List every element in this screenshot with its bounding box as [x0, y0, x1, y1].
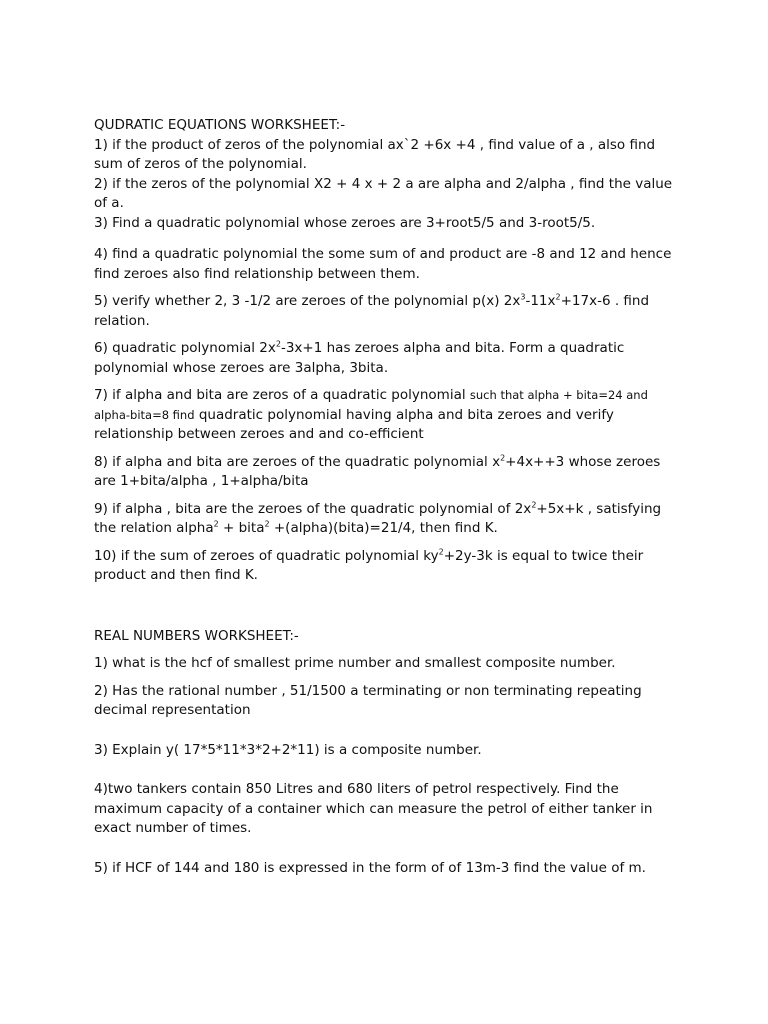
real-numbers-heading: REAL NUMBERS WORKSHEET:- [94, 627, 299, 644]
q10-text-b: +2y-3k is equal to twice their product and then find K. [94, 547, 644, 583]
q9-text-d: +(alpha)(bita)=21/4, then find K. [269, 520, 498, 536]
q9-text-b: +5x+k , satisfying the relation alpha [94, 500, 662, 536]
real-question-3: 3) Explain y( 17*5*11*3*2+2*11) is a composite number. [94, 741, 482, 758]
real-numbers-section [94, 627, 684, 879]
q10-text-a: 10) if the sum of zeroes of quadratic polynomial ky [94, 547, 439, 564]
quadratic-question-8 [94, 453, 684, 492]
q7-text-a: 7) if alpha and bita are zeros of a quadratic polynomial [94, 387, 470, 403]
quadratic-question-2: 2) if the zeros of the polynomial X2 + 4 x + 2 a are alpha and 2/alpha , find the value of a. [94, 175, 673, 211]
quadratic-question-7 [94, 386, 684, 445]
document-content [94, 116, 684, 878]
q7-text-b: quadratic polynomial having alpha and bita zeroes and verify relationship between zeroes and and co-efficient [94, 406, 614, 442]
real-question-1: 1) what is the hcf of smallest prime number and smallest composite number. [94, 655, 616, 671]
q5-text-c: +17x-6 . find relation. [94, 293, 650, 329]
real-question-4: 4)two tankers contain 850 Litres and 680 liters of petrol respectively. Find the maximum capacity of a container which can measure the petrol of either tanker in exact number of times. [94, 781, 653, 836]
quadratic-question-4: 4) find a quadratic polynomial the some sum of and product are -8 and 12 and hence find zeroes also find relationship between them. [94, 246, 672, 282]
quadratic-question-6 [94, 339, 684, 378]
quadratic-question-10 [94, 547, 684, 586]
quadratic-section [94, 116, 684, 586]
q9-exponent-2: 2 [213, 519, 219, 529]
q6-text-b: -3x+1 has zeroes alpha and bita. Form a quadratic polynomial whose zeroes are 3alpha, 3bita. [94, 340, 625, 376]
quadratic-question-5 [94, 292, 684, 331]
quadratic-heading: QUDRATIC EQUATIONS WORKSHEET:- [94, 117, 346, 133]
q7-small-text: such that alpha + bita=24 and alpha-bita=8 find [94, 388, 648, 422]
q8-text-a: 8) if alpha and bita are zeroes of the quadratic polynomial x [94, 453, 501, 470]
q5-exponent-2: 2 [555, 292, 561, 302]
quadratic-question-1: 1) if the product of zeros of the polynomial ax`2 +6x +4 , find value of a , also find sum of zeros of the polynomial. [94, 136, 656, 172]
real-question-2: 2) Has the rational number , 51/1500 a terminating or non terminating repeating decimal representation [94, 682, 642, 718]
q6-text-a: 6) quadratic polynomial 2x [94, 340, 276, 356]
q8-text-b: +4x++3 whose zeroes are 1+bita/alpha , 1+alpha/bita [94, 453, 661, 489]
q9-exponent-3: 2 [264, 519, 270, 529]
q9-text-c: + bita [218, 520, 265, 536]
q10-exponent-1: 2 [438, 547, 444, 556]
quadratic-question-3: 3) Find a quadratic polynomial whose zeroes are 3+root5/5 and 3-root5/5. [94, 214, 596, 231]
q9-text-a: 9) if alpha , bita are the zeroes of the quadratic polynomial of 2x [94, 500, 532, 517]
q6-exponent-1: 2 [275, 339, 281, 349]
q5-text-a: 5) verify whether 2, 3 -1/2 are zeroes of the polynomial p(x) 2x [94, 293, 521, 309]
q9-exponent-1: 2 [531, 500, 537, 509]
q5-exponent-1: 3 [520, 292, 526, 302]
q8-exponent-1: 2 [500, 453, 506, 462]
real-question-5: 5) if HCF of 144 and 180 is expressed in the form of of 13m-3 find the value of m. [94, 859, 646, 876]
q5-text-b: -11x [525, 293, 556, 309]
quadratic-question-9 [94, 500, 684, 539]
